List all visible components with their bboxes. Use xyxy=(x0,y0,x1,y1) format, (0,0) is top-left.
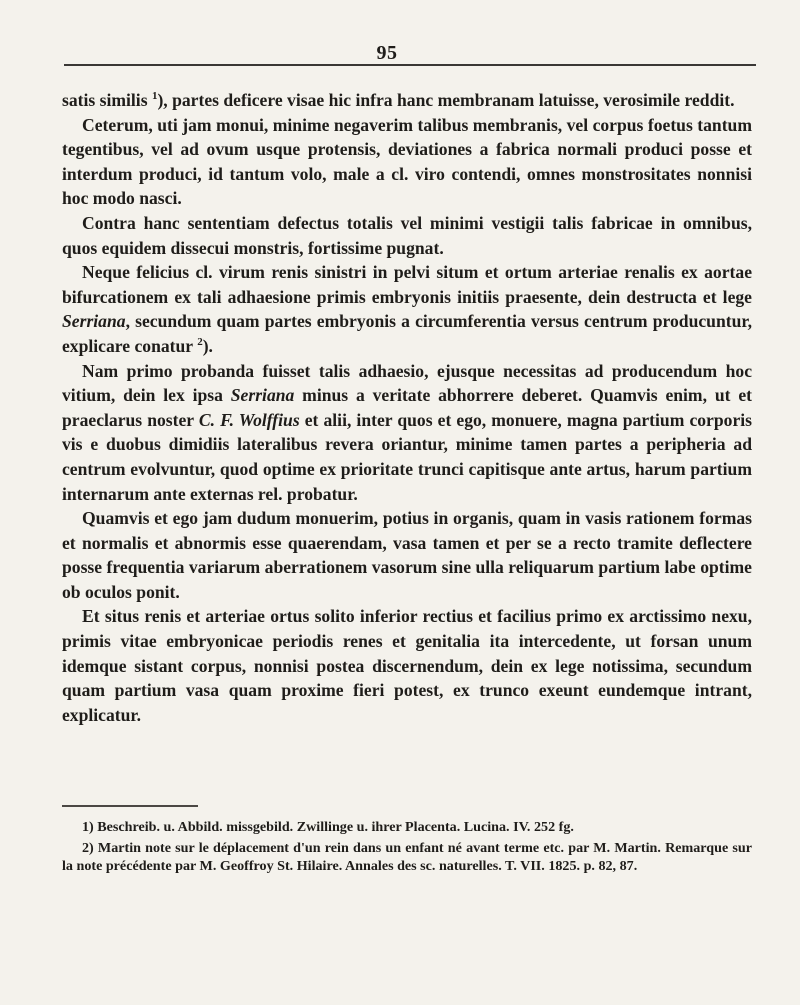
footnote-1: 1) Beschreib. u. Abbild. missgebild. Zwillinge u. ihrer Placenta. Lucina. IV. 252 fg. xyxy=(82,819,574,835)
serriana-reference: Serriana xyxy=(62,311,126,332)
page-header-rule xyxy=(64,64,756,66)
footnote-reference-1: 1 xyxy=(151,90,158,103)
paragraph-4 xyxy=(62,260,752,358)
paragraph-4-text-after-italic: , secundum quam partes embryonis a circumferentia versus centrum producuntur, explicare conatur xyxy=(62,311,752,356)
paragraph-1-text-after-ref: ), partes deficere visae hic infra hanc membranam latuisse, verosimile reddit. xyxy=(157,90,735,110)
paragraph-4-text-after-ref: ). xyxy=(202,335,213,356)
footnote-separator xyxy=(62,805,198,807)
serriana-reference-2: Serriana xyxy=(230,385,295,406)
paragraph-3: Contra hanc sententiam defectus totalis vel minimi vestigii talis fabricae in omnibus, quos equidem dissecui monstris, fortissime pugnat. xyxy=(62,212,752,258)
paragraph-4-text-before-italic: Neque felicius cl. virum renis sinistri in pelvi situm et ortum arteriae renalis ex aortae bifurcationem ex tali adhaesione primis embryonis initiis praesente, dein destructa et lege xyxy=(62,262,752,307)
main-text xyxy=(62,88,752,727)
paragraph-5-text-before-italic-1: Nam primo probanda fuisset talis adhaesio, ejusque necessitas ad producendum hoc vitium, dein lex ipsa xyxy=(62,360,752,406)
paragraph-1 xyxy=(62,88,752,113)
footnotes xyxy=(62,818,752,879)
paragraph-2: Ceterum, uti jam monui, minime negaverim talibus membranis, vel corpus foetus tantum tegentibus, vel ad ovum usque protensis, deviationes a fabrica normali produci posse et interdum produci, id tantum volo, male a cl. viro contendi, omnes monstrositates nonnisi hoc modo nasci. xyxy=(62,114,752,209)
paragraph-7: Et situs renis et arteriae ortus solito inferior rectius et facilius primo ex arctissimo nexu, primis vitae embryonicae periodis renes et genitalia ita intercedente, ut forsan unum idemque sistant corpus, nonnisi postea discernendum, dein ex lege notissima, secundum quam partium vasa quam proxime fieri potest, ex trunco exeunt eundemque intrant, explicatur. xyxy=(62,606,752,725)
wolffius-reference: C. F. Wolffius xyxy=(198,409,300,430)
footnote-reference-2: 2 xyxy=(197,336,203,349)
paragraph-6: Quamvis et ego jam dudum monuerim, potius in organis, quam in vasis rationem formas et normalis et abnormis esse quaerendam, vasa tamen et per se a recto tramite deflectere posse frequentia variarum aberrationem vasorum sine ulla reliquarum partium labe optime ob oculos ponit. xyxy=(62,508,752,602)
paragraph-5 xyxy=(62,359,752,507)
paragraph-5-text-between-italics: minus a veritate abhorrere deberet. Quamvis enim, ut et praeclarus noster xyxy=(62,385,752,430)
paragraph-1-text-before-ref: satis similis xyxy=(62,90,152,110)
paragraph-5-text-after-italic-2: et alii, inter quos et ego, monuere, magna partium corporis vis e duobus dimidiis lateralibus revera oriantur, minime tamen partes a peripheria ad centrum evolvuntur, quod optime ex prioritate trunci capitisque ante artus, harum partium internarum ante externas rel. probatur. xyxy=(62,409,752,504)
page-number: 95 xyxy=(376,42,398,64)
footnote-2: 2) Martin note sur le déplacement d'un rein dans un enfant né avant terme etc. par M. Martin. Remarque sur la note précédente par M. Geoffroy St. Hilaire. Annales des sc. naturelles. T. VII. 1825. p. 82, 87. xyxy=(62,840,752,875)
